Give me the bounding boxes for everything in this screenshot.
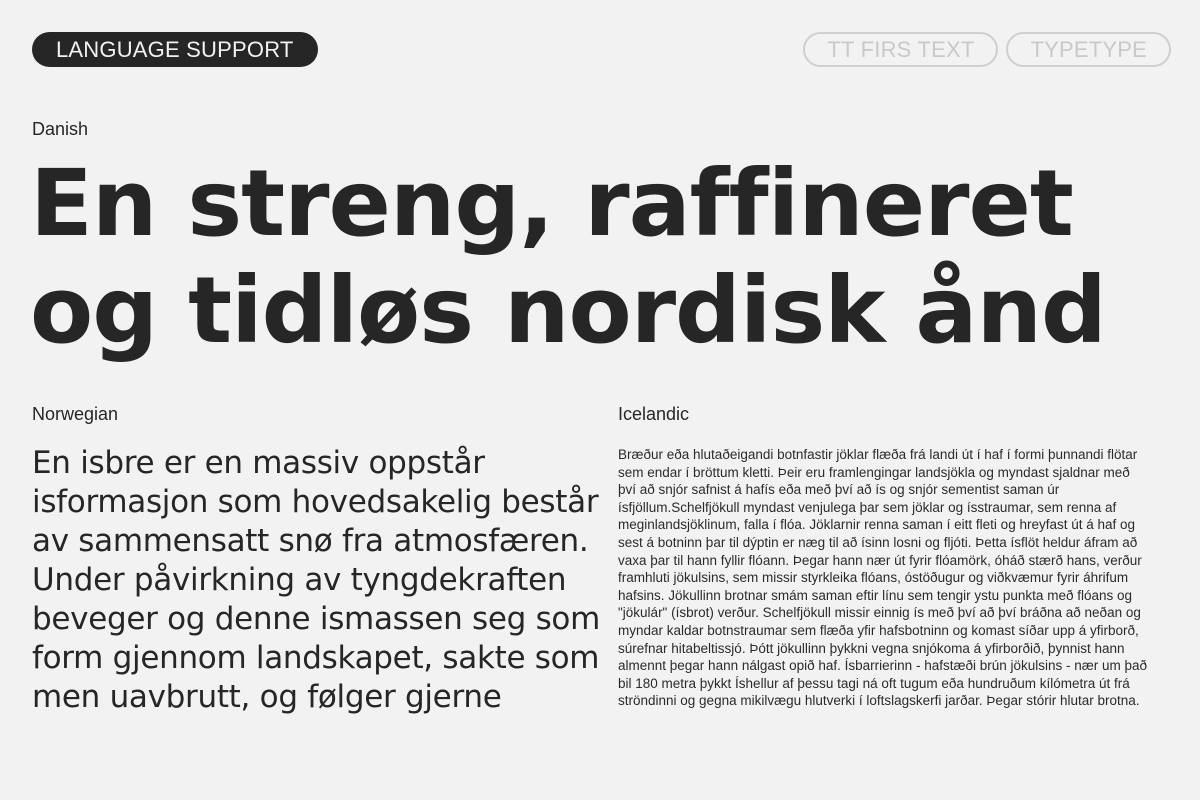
danish-label: Danish <box>32 119 89 139</box>
icelandic-paragraph: Bræður eða hlutaðeigandi botnfastir jöklar flæða frá landi út í haf í formi þunnandi flötar sem endar í bröttum kletti. Þeir eru framlengingar landsjökla og myndast sjaldnar með því að snjór safnist á hafís eða með því að ís og snjór sementist saman úr ísfjöllum.Schelfjökull myndast venjulega þar sem jöklar og ísstraumar, sem renna af meginlandsjöklinum, falla í flóa. Jöklarnir renna saman í eitt fleti og hreyfast út á haf og sest á botninn þar til dýptin er næg til að ísinn losni og fljóti. Þetta ísflöt heldur áfram að vaxa þar til hann fyllir flóann. Þegar hann nær út fyrir flóamörk, óháð stærð hans, verður framhluti jökulsins, sem missir styrkleika flóans, óstöðugur og viðkvæmur fyrir áhrifum hafsins. Jökullinn brotnar smám saman eftir línu sem tengir ystu punkta með flóans og "jökulár" (ísbrot) verður. Schelfjökull missir einnig ís með því að því bráðna að neðan og myndar kaldar botnstraumar sem flæða yfir hafsbotninn og komast síðar upp á yfirborð, súrefnar hitabeltissjó. Þótt jökullinn þykkni vegna snjókoma á yfirborðið, þynnist hann almennt þegar hann nálgast opið haf. Ísbarrierinn - hafstæði brún jökulsins - nær um það bil 180 metra þykkt Íshellur af þessu tagi ná oft tugum eða hundruðum kílómetra út frá ströndinni og gegna mikilvægu hlutverki í loftslagskerfi jarðar. Þegar stórir hlutar brotna. <box>618 447 1148 709</box>
foundry-tag: TYPETYPE <box>1006 32 1171 67</box>
icelandic-label: Icelandic <box>618 404 690 424</box>
font-name-tag: TT FIRS TEXT <box>803 32 998 67</box>
danish-headline: En streng, raffineret og tidløs nordisk ånd <box>30 150 1106 364</box>
section-badge: LANGUAGE SUPPORT <box>32 32 318 67</box>
norwegian-label: Norwegian <box>32 404 119 424</box>
header-tags <box>803 32 1171 67</box>
norwegian-paragraph: En isbre er en massiv oppstår isformasjon som hovedsakelig består av sammensatt snø fra atmosfæren. Under påvirkning av tyngdekraften beveger og denne ismassen seg som form gjennom landskapet, sakte som men uavbrutt, og følger gjerne <box>32 445 600 715</box>
